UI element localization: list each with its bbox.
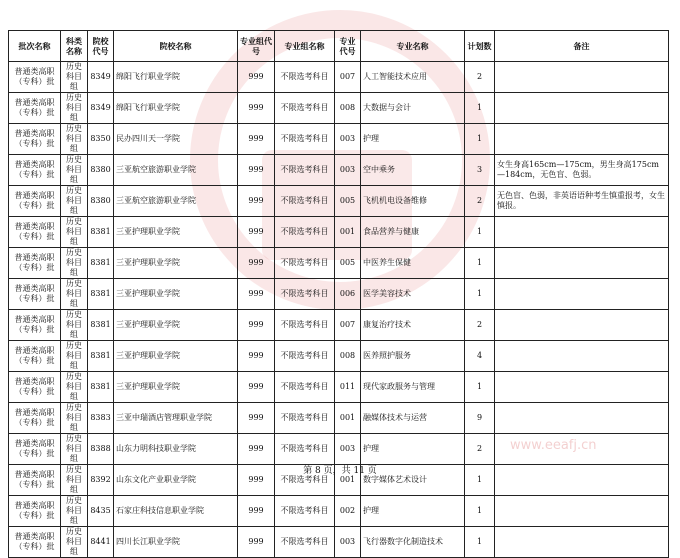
group-code-cell: 999 [238,93,275,124]
subject-cell: 历史科目组 [61,155,88,186]
table-row [9,248,669,279]
batch-cell: 普通类高职（专科）批 [9,155,61,186]
group-code-cell: 999 [238,186,275,217]
group-code-cell: 999 [238,496,275,527]
major-name-cell: 医养照护服务 [361,341,465,372]
plan-cell: 9 [465,403,495,434]
group-name-cell: 不限选考科目 [275,248,335,279]
table-row [9,93,669,124]
plan-cell: 2 [465,186,495,217]
major-code-cell: 011 [335,372,361,403]
subject-cell: 历史科目组 [61,62,88,93]
group-code-cell: 999 [238,372,275,403]
batch-cell: 普通类高职（专科）批 [9,341,61,372]
subject-cell: 历史科目组 [61,527,88,558]
major-name-cell: 康复治疗技术 [361,310,465,341]
group-name-cell: 不限选考科目 [275,527,335,558]
group-code-cell: 999 [238,341,275,372]
major-name-cell: 医学美容技术 [361,279,465,310]
remark-cell [495,124,669,155]
group-name-cell: 不限选考科目 [275,279,335,310]
header-major-code: 专业代号 [335,31,361,62]
subject-cell: 历史科目组 [61,341,88,372]
subject-cell: 历史科目组 [61,434,88,465]
school-name-cell: 三亚航空旅游职业学院 [114,186,238,217]
group-code-cell: 999 [238,248,275,279]
school-name-cell: 绵阳飞行职业学院 [114,62,238,93]
school-name-cell: 石家庄科技信息职业学院 [114,496,238,527]
table-row [9,155,669,186]
school-name-cell: 三亚航空旅游职业学院 [114,155,238,186]
group-code-cell: 999 [238,403,275,434]
school-code-cell: 8380 [88,186,114,217]
major-code-cell: 006 [335,279,361,310]
school-name-cell: 三亚护理职业学院 [114,310,238,341]
school-code-cell: 8383 [88,403,114,434]
group-code-cell: 999 [238,527,275,558]
remark-cell [495,372,669,403]
major-code-cell: 005 [335,186,361,217]
table-row [9,372,669,403]
remark-cell [495,62,669,93]
table-header-row [9,31,669,62]
major-name-cell: 护理 [361,496,465,527]
plan-cell: 2 [465,310,495,341]
subject-cell: 历史科目组 [61,248,88,279]
batch-cell: 普通类高职（专科）批 [9,124,61,155]
group-code-cell: 999 [238,434,275,465]
major-code-cell: 002 [335,496,361,527]
school-code-cell: 8381 [88,341,114,372]
plan-cell: 1 [465,93,495,124]
group-code-cell: 999 [238,310,275,341]
major-code-cell: 008 [335,341,361,372]
group-code-cell: 999 [238,62,275,93]
table-row [9,403,669,434]
page-footer: 第 8 页，共 11 页 [303,466,377,476]
plan-cell: 1 [465,279,495,310]
batch-cell: 普通类高职（专科）批 [9,403,61,434]
plan-cell: 1 [465,496,495,527]
group-name-cell: 不限选考科目 [275,217,335,248]
school-name-cell: 三亚中瑞酒店管理职业学院 [114,403,238,434]
table-row [9,341,669,372]
group-code-cell: 999 [238,217,275,248]
header-group-name: 专业组名称 [275,31,335,62]
school-code-cell: 8441 [88,527,114,558]
plan-cell: 1 [465,465,495,496]
subject-cell: 历史科目组 [61,124,88,155]
school-name-cell: 山东文化产业职业学院 [114,465,238,496]
batch-cell: 普通类高职（专科）批 [9,434,61,465]
major-name-cell: 中医养生保健 [361,248,465,279]
group-name-cell: 不限选考科目 [275,372,335,403]
group-name-cell: 不限选考科目 [275,434,335,465]
subject-cell: 历史科目组 [61,496,88,527]
major-name-cell: 护理 [361,434,465,465]
header-subject: 科类名称 [61,31,88,62]
major-code-cell: 008 [335,93,361,124]
subject-cell: 历史科目组 [61,217,88,248]
subject-cell: 历史科目组 [61,279,88,310]
major-name-cell: 护理 [361,124,465,155]
plan-cell: 1 [465,124,495,155]
major-code-cell: 005 [335,248,361,279]
school-code-cell: 8349 [88,93,114,124]
major-name-cell: 飞机机电设备维修 [361,186,465,217]
table-row [9,496,669,527]
enrollment-plan-table [8,30,669,558]
table-row [9,124,669,155]
batch-cell: 普通类高职（专科）批 [9,372,61,403]
plan-cell: 2 [465,434,495,465]
remark-cell [495,496,669,527]
remark-cell [495,341,669,372]
plan-cell: 2 [465,62,495,93]
school-code-cell: 8381 [88,248,114,279]
school-code-cell: 8380 [88,155,114,186]
table-row [9,62,669,93]
school-name-cell: 四川长江职业学院 [114,527,238,558]
batch-cell: 普通类高职（专科）批 [9,310,61,341]
subject-cell: 历史科目组 [61,465,88,496]
school-name-cell: 绵阳飞行职业学院 [114,93,238,124]
remark-cell [495,310,669,341]
batch-cell: 普通类高职（专科）批 [9,527,61,558]
major-name-cell: 人工智能技术应用 [361,62,465,93]
major-code-cell: 003 [335,155,361,186]
table-row [9,279,669,310]
header-plan: 计划数 [465,31,495,62]
remark-cell [495,93,669,124]
group-name-cell: 不限选考科目 [275,186,335,217]
subject-cell: 历史科目组 [61,186,88,217]
remark-cell [495,248,669,279]
group-name-cell: 不限选考科目 [275,341,335,372]
major-code-cell: 001 [335,403,361,434]
plan-cell: 4 [465,341,495,372]
school-code-cell: 8381 [88,217,114,248]
group-code-cell: 999 [238,124,275,155]
school-code-cell: 8349 [88,62,114,93]
school-name-cell: 三亚护理职业学院 [114,279,238,310]
school-name-cell: 三亚护理职业学院 [114,217,238,248]
batch-cell: 普通类高职（专科）批 [9,465,61,496]
school-code-cell: 8381 [88,310,114,341]
plan-cell: 3 [465,155,495,186]
subject-cell: 历史科目组 [61,403,88,434]
subject-cell: 历史科目组 [61,372,88,403]
major-code-cell: 001 [335,217,361,248]
school-name-cell: 山东力明科技职业学院 [114,434,238,465]
batch-cell: 普通类高职（专科）批 [9,217,61,248]
plan-cell: 1 [465,217,495,248]
school-code-cell: 8388 [88,434,114,465]
remark-cell [495,279,669,310]
plan-cell: 1 [465,372,495,403]
group-code-cell: 999 [238,155,275,186]
watermark-url: www.eeafj.cn [510,438,597,453]
school-name-cell: 三亚护理职业学院 [114,341,238,372]
header-batch: 批次名称 [9,31,61,62]
table-row [9,217,669,248]
remark-cell [495,403,669,434]
major-code-cell: 003 [335,434,361,465]
subject-cell: 历史科目组 [61,93,88,124]
major-code-cell: 001 [335,465,361,496]
group-name-cell: 不限选考科目 [275,403,335,434]
major-code-cell: 007 [335,310,361,341]
major-name-cell: 空中乘务 [361,155,465,186]
major-name-cell: 数字媒体艺术设计 [361,465,465,496]
header-school-code: 院校代号 [88,31,114,62]
major-name-cell: 飞行器数字化制造技术 [361,527,465,558]
table-row [9,186,669,217]
table-row [9,310,669,341]
header-group-code: 专业组代号 [238,31,275,62]
plan-cell: 1 [465,248,495,279]
header-school-name: 院校名称 [114,31,238,62]
group-code-cell: 999 [238,279,275,310]
batch-cell: 普通类高职（专科）批 [9,248,61,279]
school-code-cell: 8350 [88,124,114,155]
header-remark: 备注 [495,31,669,62]
remark-cell: 女生身高165cm—175cm，男生身高175cm—184cm，无色盲、色弱。 [495,155,669,186]
remark-cell [495,527,669,558]
group-name-cell: 不限选考科目 [275,496,335,527]
table-row [9,527,669,558]
group-name-cell: 不限选考科目 [275,155,335,186]
batch-cell: 普通类高职（专科）批 [9,496,61,527]
major-code-cell: 003 [335,124,361,155]
header-major-name: 专业名称 [361,31,465,62]
group-code-cell: 999 [238,465,275,496]
plan-cell: 1 [465,527,495,558]
school-code-cell: 8381 [88,372,114,403]
batch-cell: 普通类高职（专科）批 [9,186,61,217]
group-name-cell: 不限选考科目 [275,465,335,496]
batch-cell: 普通类高职（专科）批 [9,62,61,93]
school-code-cell: 8435 [88,496,114,527]
major-name-cell: 现代家政服务与管理 [361,372,465,403]
school-code-cell: 8392 [88,465,114,496]
school-name-cell: 民办四川天一学院 [114,124,238,155]
group-name-cell: 不限选考科目 [275,124,335,155]
major-name-cell: 融媒体技术与运营 [361,403,465,434]
subject-cell: 历史科目组 [61,310,88,341]
remark-cell: 无色盲、色弱，非英语语种考生慎重报考，女生慎报。 [495,186,669,217]
major-code-cell: 007 [335,62,361,93]
batch-cell: 普通类高职（专科）批 [9,279,61,310]
group-name-cell: 不限选考科目 [275,62,335,93]
group-name-cell: 不限选考科目 [275,93,335,124]
school-code-cell: 8381 [88,279,114,310]
remark-cell [495,217,669,248]
school-name-cell: 三亚护理职业学院 [114,372,238,403]
batch-cell: 普通类高职（专科）批 [9,93,61,124]
school-name-cell: 三亚护理职业学院 [114,248,238,279]
major-name-cell: 大数据与会计 [361,93,465,124]
major-name-cell: 食品营养与健康 [361,217,465,248]
major-code-cell: 003 [335,527,361,558]
group-name-cell: 不限选考科目 [275,310,335,341]
